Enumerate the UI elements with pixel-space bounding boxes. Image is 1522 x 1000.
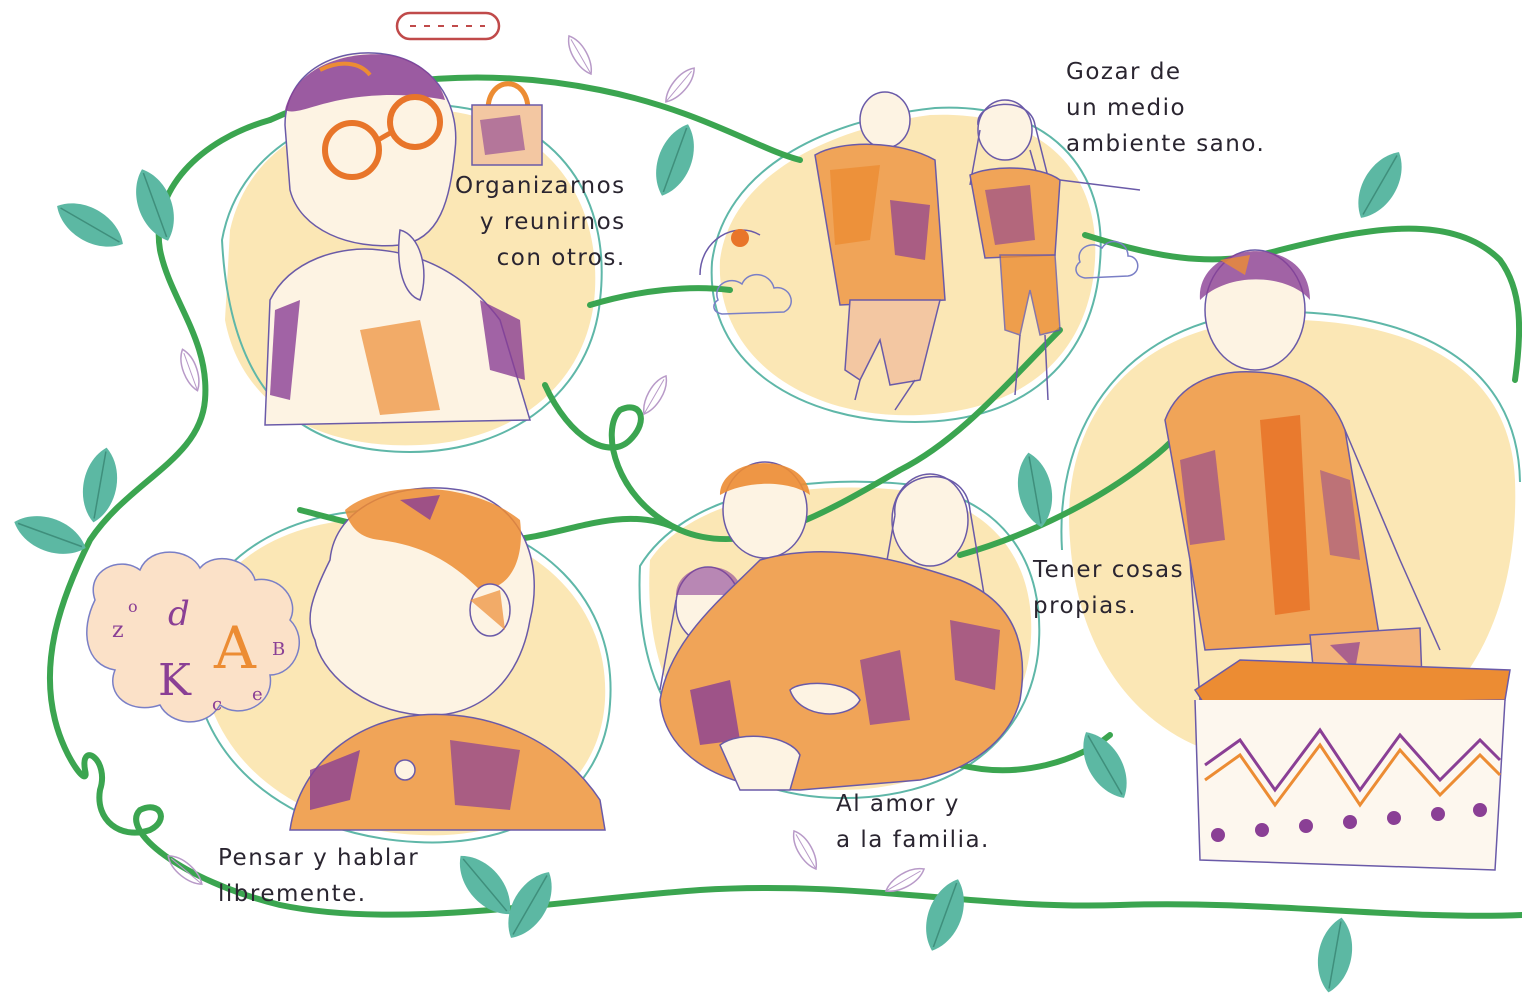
feather-icon [661, 64, 700, 106]
caption-possessions [1033, 552, 1184, 624]
feather-icon [563, 33, 597, 78]
caption-line: Gozar de [1066, 59, 1182, 85]
svg-text:e: e [252, 684, 263, 705]
svg-text:d: d [168, 594, 190, 634]
leaf-icon [916, 874, 973, 957]
leaf-icon [49, 192, 131, 259]
caption-line: Pensar y hablar [218, 845, 420, 871]
feather-icon [638, 373, 672, 418]
leaf-icon [9, 506, 92, 563]
svg-text:z: z [112, 618, 124, 643]
caption-line: y reunirnos [479, 209, 626, 235]
svg-text:A: A [214, 614, 256, 682]
feather-icon [788, 828, 822, 873]
leaf-icon [126, 164, 183, 247]
leaf-icon [646, 119, 703, 202]
caption-line: Tener cosas [1033, 557, 1185, 583]
svg-text:o: o [128, 597, 138, 616]
caption-line: libremente. [218, 881, 367, 907]
caption-line: con otros. [496, 245, 626, 271]
caption-line: un medio [1066, 95, 1187, 121]
caption-family [836, 786, 990, 858]
sunglasses-icon [731, 229, 749, 247]
feather-icon [164, 851, 206, 890]
caption-line: a la familia. [836, 827, 990, 853]
caption-line: ambiente sano. [1066, 131, 1266, 157]
caption-line: Al amor y [836, 791, 960, 817]
caption-line: propias. [1033, 593, 1137, 619]
leaf-icon [1347, 144, 1414, 226]
svg-text:K: K [158, 655, 191, 706]
leaf-icon [1312, 915, 1358, 996]
svg-text:c: c [212, 694, 223, 715]
caption-environment [1066, 54, 1265, 162]
svg-text:B: B [272, 639, 286, 660]
caption-line: Organizarnos [455, 173, 626, 199]
caption-organize [455, 168, 626, 276]
caption-speech [218, 840, 419, 912]
